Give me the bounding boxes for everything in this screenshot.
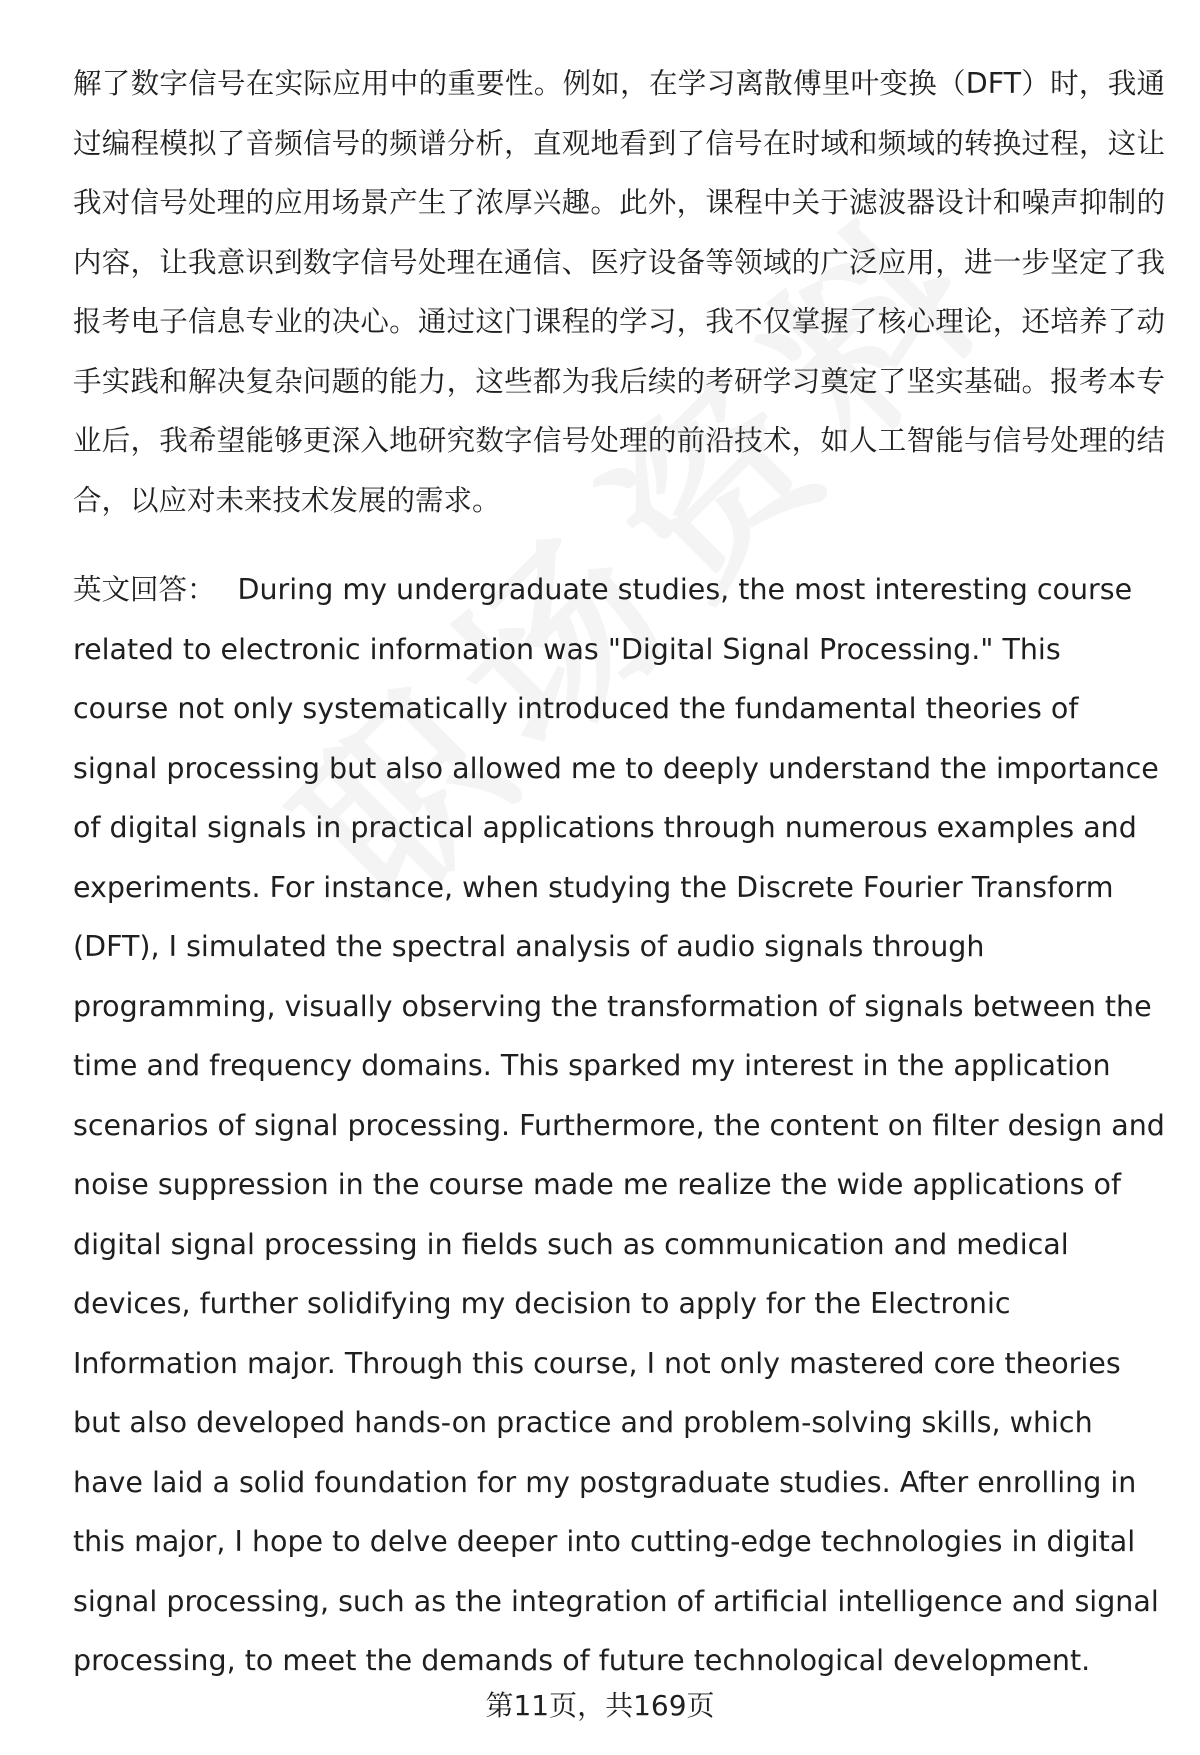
page-number: 第11页，共169页 bbox=[485, 1689, 715, 1722]
english-answer-paragraph bbox=[73, 560, 1165, 1691]
chinese-paragraph: 解了数字信号在实际应用中的重要性。例如，在学习离散傅里叶变换（DFT）时，我通过编程模拟了音频信号的频谱分析，直观地看到了信号在时域和频域的转换过程，这让我对信号处理的应用场景产生了浓厚兴趣。此外，课程中关于滤波器设计和噪声抑制的内容，让我意识到数字信号处理在通信、医疗设备等领域的广泛应用，进一步坚定了我报考电子信息专业的决心。通过这门课程的学习，我不仅掌握了核心理论，还培养了动手实践和解决复杂问题的能力，这些都为我后续的考研学习奠定了坚实基础。报考本专业后，我希望能够更深入地研究数字信号处理的前沿技术，如人工智能与信号处理的结合，以应对未来技术发展的需求。 bbox=[73, 67, 1165, 517]
english-answer-text: During my undergraduate studies, the most interesting course related to electronic information was "Digital Signal Processing." This course not only systematically introduced the fundamental theories of signal processing but also allowed me to deeply understand the importance of digital signals in practical applications through numerous examples and experiments. For instance, when studying the Discrete Fourier Transform (DFT), I simulated the spectral analysis of audio signals through programming, visually observing the transformation of signals between the time and frequency domains. This sparked my interest in the application scenarios of signal processing. Furthermore, the content on filter design and noise suppression in the course made me realize the wide applications of digital signal processing in fields such as communication and medical devices, further solidifying my decision to apply for the Electronic Information major. Through this course, I not only mastered core theories but also developed hands-on practice and problem-solving skills, which have laid a solid foundation for my postgraduate studies. After enrolling in this major, I hope to delve deeper into cutting-edge technologies in digital signal processing, such as the integration of artificial intelligence and signal processing, to meet the demands of future technological development. bbox=[73, 573, 1165, 1677]
document-content bbox=[73, 54, 1165, 1691]
english-answer-label: 英文回答： bbox=[73, 573, 216, 606]
